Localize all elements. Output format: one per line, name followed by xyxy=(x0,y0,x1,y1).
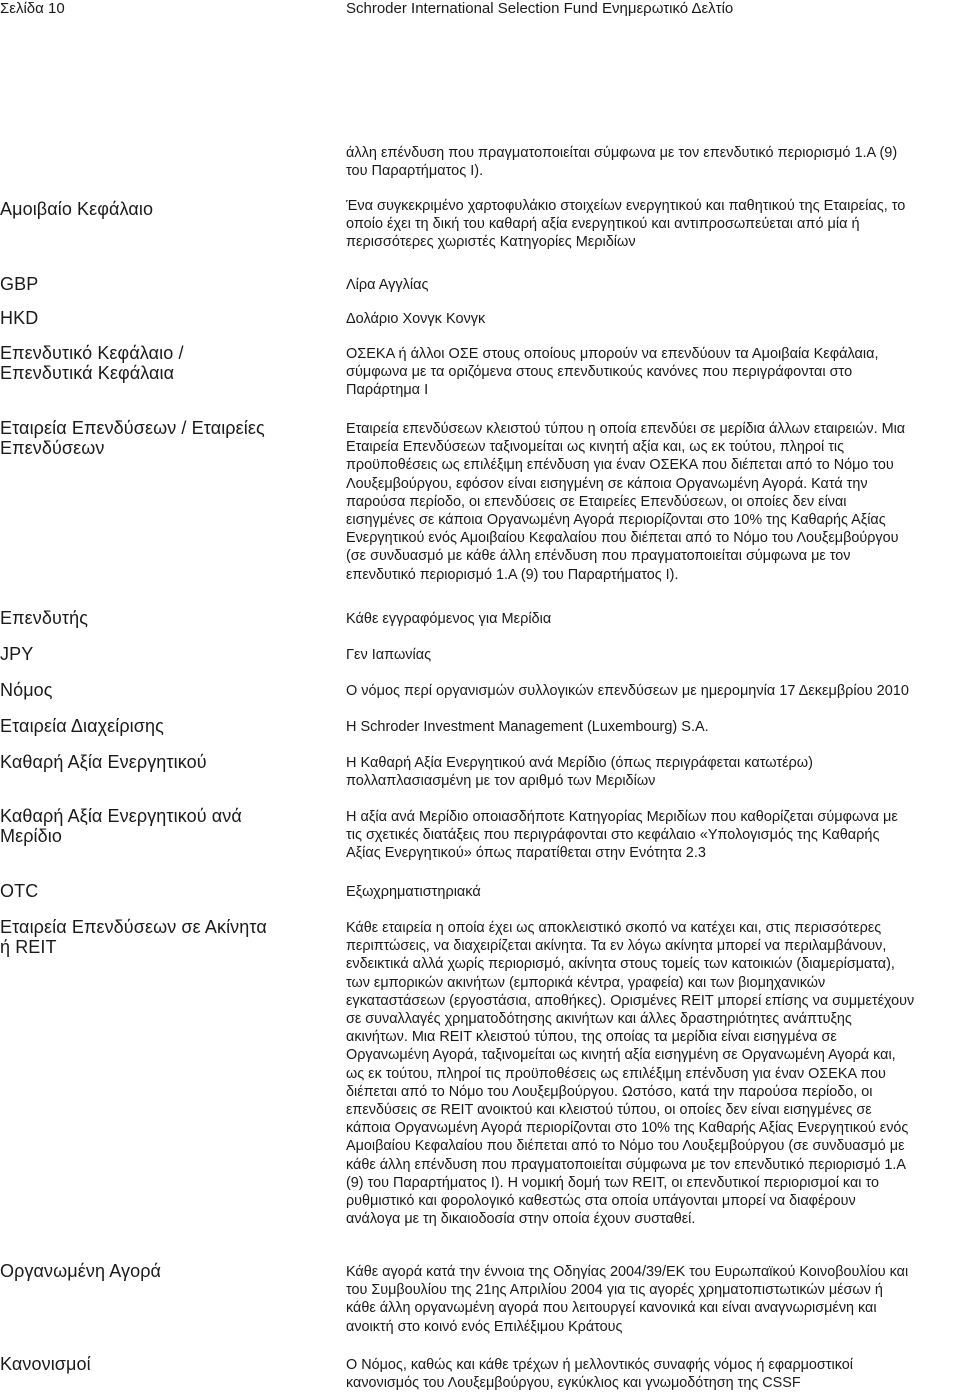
glossary-definition: ΟΣΕΚΑ ή άλλοι ΟΣΕ στους οποίους μπορούν να επενδύουν τα Αμοιβαία Κεφάλαια, σύμφωνα με τα οριζόμενα στους επενδυτικούς κανόνες που περιγράφονται στο Παράρτημα I xyxy=(346,346,879,399)
glossary-term: Επενδυτής xyxy=(0,608,89,628)
glossary-term: Επενδυτικό Κεφάλαιο / Επενδυτικά Κεφάλαια xyxy=(0,343,184,383)
glossary-term: Καθαρή Αξία Ενεργητικού ανά Μερίδιο xyxy=(0,806,242,846)
glossary-definition: Ο νόμος περί οργανισμών συλλογικών επενδύσεων με ημερομηνία 17 Δεκεμβρίου 2010 xyxy=(346,683,909,699)
glossary-definition: Κάθε αγορά κατά την έννοια της Οδηγίας 2004/39/ΕΚ του Ευρωπαϊκού Κοινοβουλίου και του Συμβουλίου της 21ης Απριλίου 2004 για τις αγορές χρηματοπιστωτικών μέσων ή κάθε άλλη οργανωμένη αγορά που λειτουργεί κανονικά και είναι αναγνωρισμένη και ανοικτή στο κοινό ενός Επιλέξιμου Κράτους xyxy=(346,1264,909,1335)
glossary-definition: Η Καθαρή Αξία Ενεργητικού ανά Μερίδιο (όπως περιγράφεται κατωτέρω) πολλαπλασιασμένη με τον αριθμό των Μεριδίων xyxy=(346,755,813,790)
glossary-definition: Κάθε εγγραφόμενος για Μερίδια xyxy=(346,611,552,627)
continuation-text: άλλη επένδυση που πραγματοποιείται σύμφωνα με τον επενδυτικό περιορισμό 1.Α (9) του Παραρτήματος I). xyxy=(346,145,898,180)
glossary-term: Εταιρεία Διαχείρισης xyxy=(0,716,164,736)
glossary-term: Καθαρή Αξία Ενεργητικού xyxy=(0,752,207,772)
glossary-definition: Γεν Ιαπωνίας xyxy=(346,647,432,663)
glossary-definition: Εταιρεία επενδύσεων κλειστού τύπου η οποία επενδύει σε μερίδια άλλων εταιρειών. Μια Εταιρεία Επενδύσεων ταξινομείται ως κινητή αξία και, ως εκ τούτου, πληροί τις προϋποθέσεις ως επιλέξιμη επένδυση για έναν ΟΣΕΚΑ που διέπεται από το Νόμο του Λουξεμβούργου, εφόσον είναι εισηγμένη σε κάποια Οργανωμένη Αγορά. Κατά την παρούσα περίοδο, οι επενδύσεις σε Εταιρείες Επενδύσεων, οι οποίες δεν είναι εισηγμένες σε κάποια Οργανωμένη Αγορά περιορίζονται στο 10% της Καθαρής Αξίας Ενεργητικού ενός Αμοιβαίου Κεφαλαίου που διέπεται από το Νόμο του Λουξεμβούργου (σε συνδυασμό με κάθε άλλη επένδυση που πραγματοποιείται σύμφωνα με τον επενδυτικό περιορισμό 1.Α (9) του Παραρτήματος I). xyxy=(346,421,906,583)
glossary-definition: H Schroder Investment Management (Luxembourg) S.A. xyxy=(346,719,709,735)
glossary-term: Εταιρεία Επενδύσεων σε Ακίνητα ή REIT xyxy=(0,917,267,957)
glossary-term: OTC xyxy=(0,881,39,901)
glossary-term: Αμοιβαίο Κεφάλαιο xyxy=(0,199,154,219)
glossary-term: Νόμος xyxy=(0,680,53,700)
glossary-definition: Δολάριο Χονγκ Κονγκ xyxy=(346,311,486,327)
glossary-definition: Η αξία ανά Μερίδιο οποιασδήποτε Κατηγορίας Μεριδίων που καθορίζεται σύμφωνα με τις σχετικές διατάξεις που περιγράφονται στο κεφάλαιο «Υπολογισμός της Καθαρής Αξίας Ενεργητικού» όπως παρατίθεται στην Ενότητα 2.3 xyxy=(346,809,898,862)
glossary-definition: Ένα συγκεκριμένο χαρτοφυλάκιο στοιχείων ενεργητικού και παθητικού της Εταιρείας, το οποίο έχει τη δική του καθαρή αξία ενεργητικού και αντιπροσωπεύεται από μία ή περισσότερες χωριστές Κατηγορίες Μεριδίων xyxy=(346,198,906,251)
glossary-term: GBP xyxy=(0,274,39,294)
glossary-definition: Κάθε εταιρεία η οποία έχει ως αποκλειστικό σκοπό να κατέχει και, στις περισσότερες περιπτώσεις, να διαχειρίζεται ακίνητα. Τα εν λόγω ακίνητα μπορεί να περιλαμβάνουν, ενδεικτικά αλλά χωρίς περιορισμό, ακίνητα στους τομείς των κατοικιών (διαμερίσματα), των εμπορικών ακινήτων (εμπορικά κέντρα, γραφεία) και των βιομηχανικών εγκαταστάσεων (εργοστάσια, αποθήκες). Ορισμένες REIT μπορεί επίσης να συμμετέχουν σε συναλλαγές χρηματοδότησης ακινήτων και άλλες δραστηριότητες ανάπτυξης ακινήτων. Μια REIT κλειστού τύπου, της οποίας τα μερίδια είναι εισηγμένα σε Οργανωμένη Αγορά, ταξινομείται ως κινητή αξία εισηγμένη σε Οργανωμένη Αγορά και, ως εκ τούτου, πληροί τις προϋποθέσεις ως επιλέξιμη επένδυση για έναν ΟΣΕΚΑ που διέπεται από το Νόμο του Λουξεμβούργου. Ωστόσο, κατά την παρούσα περίοδο, οι επενδύσεις σε REIT ανοικτού και κλειστού τύπου, οι οποίες δεν είναι εισηγμένες σε κάποια Οργανωμένη Αγορά περιορίζονται στο 10% της Καθαρής Αξίας Ενεργητικού ενός Αμοιβαίου Κεφαλαίου που διέπεται από το Νόμο του Λουξεμβούργου (σε συνδυασμό με κάθε άλλη επένδυση που πραγματοποιείται σύμφωνα με τον επενδυτικό περιορισμό 1.Α (9) του Παραρτήματος I). Η νομική δομή των REIT, οι επενδυτικοί περιορισμοί και το ρυθμιστικό και φορολογικό καθεστώς στα οποία υπάγονται μπορεί να διαφέρουν ανάλογα με τη δικαιοδοσία στην οποία έχουν συσταθεί. xyxy=(346,920,915,1228)
glossary-term: JPY xyxy=(0,644,34,664)
glossary-definition: Εξωχρηματιστηριακά xyxy=(346,884,481,900)
page-header xyxy=(0,0,960,20)
glossary-term: Οργανωμένη Αγορά xyxy=(0,1261,162,1281)
glossary-definition: Ο Νόμος, καθώς και κάθε τρέχων ή μελλοντικός συναφής νόμος ή εφαρμοστικοί κανονισμός του Λουξεμβούργου, εγκύκλιος και γνωμοδότηση της CSSF xyxy=(346,1357,853,1392)
page-number: Σελίδα 10 xyxy=(0,0,65,17)
document-title: Schroder International Selection Fund Ενημερωτικό Δελτίο xyxy=(346,0,734,17)
glossary-definition: Λίρα Αγγλίας xyxy=(346,277,429,293)
glossary-term: Εταιρεία Επενδύσεων / Εταιρείες Επενδύσεων xyxy=(0,418,265,458)
glossary-term: HKD xyxy=(0,308,39,328)
glossary-term: Κανονισμοί xyxy=(0,1354,91,1374)
